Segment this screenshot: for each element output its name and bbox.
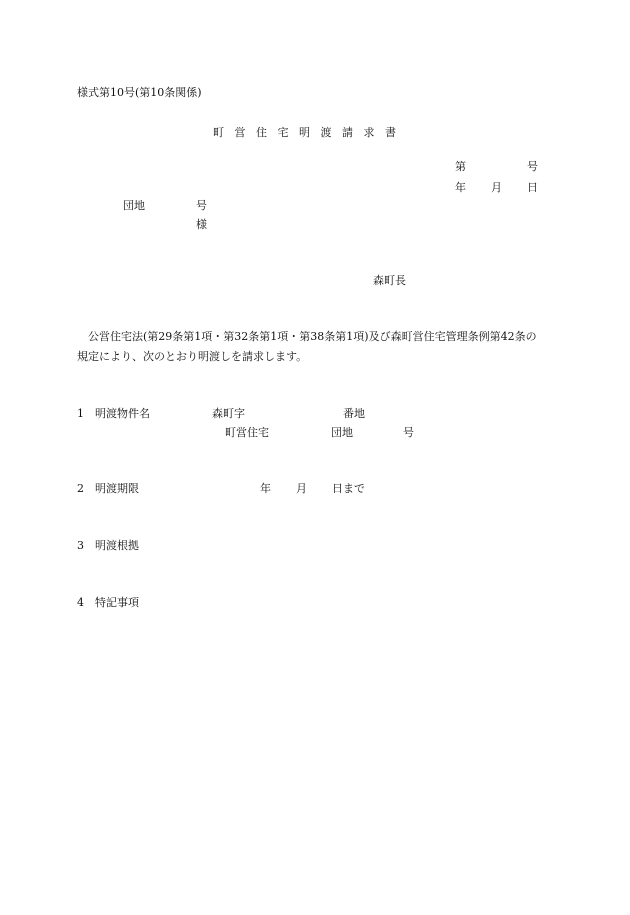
item-3-label: 明渡根拠 bbox=[95, 539, 139, 552]
item-1-danchi: 団地 bbox=[331, 426, 353, 439]
item-2-year: 年 bbox=[260, 482, 271, 495]
item-1-label: 明渡物件名 bbox=[95, 407, 150, 420]
date-day: 日 bbox=[527, 181, 538, 194]
reference-go: 号 bbox=[527, 160, 538, 173]
body-paragraph bbox=[77, 327, 557, 367]
item-2-until: 日まで bbox=[332, 482, 365, 495]
item-4-number: 4 bbox=[77, 596, 84, 609]
reference-dai: 第 bbox=[455, 160, 466, 173]
item-2-number: 2 bbox=[77, 482, 84, 495]
item-1-number: 1 bbox=[77, 407, 84, 420]
body-line-2: 規定により、次のとおり明渡しを請求します。 bbox=[77, 350, 308, 363]
date-year: 年 bbox=[455, 181, 466, 194]
item-2-label: 明渡期限 bbox=[95, 482, 139, 495]
item-1-banchi: 番地 bbox=[343, 407, 365, 420]
item-4-label: 特記事項 bbox=[95, 596, 139, 609]
addressee-go: 号 bbox=[196, 199, 207, 212]
body-line-1: 公営住宅法(第29条第1項・第32条第1項・第38条第1項)及び森町営住宅管理条例第42条の bbox=[88, 330, 537, 343]
item-1-town: 森町字 bbox=[212, 407, 245, 420]
item-2-month: 月 bbox=[296, 482, 307, 495]
issuer: 森町長 bbox=[373, 274, 406, 287]
addressee-danchi: 団地 bbox=[123, 199, 145, 212]
item-1-go: 号 bbox=[403, 426, 414, 439]
form-number: 様式第10号(第10条関係) bbox=[77, 86, 202, 99]
item-1-housing: 町営住宅 bbox=[225, 426, 269, 439]
date-month: 月 bbox=[491, 181, 502, 194]
addressee-sama: 様 bbox=[196, 218, 207, 231]
item-3-number: 3 bbox=[77, 539, 84, 552]
document-title: 町営住宅明渡請求書 bbox=[213, 126, 407, 139]
